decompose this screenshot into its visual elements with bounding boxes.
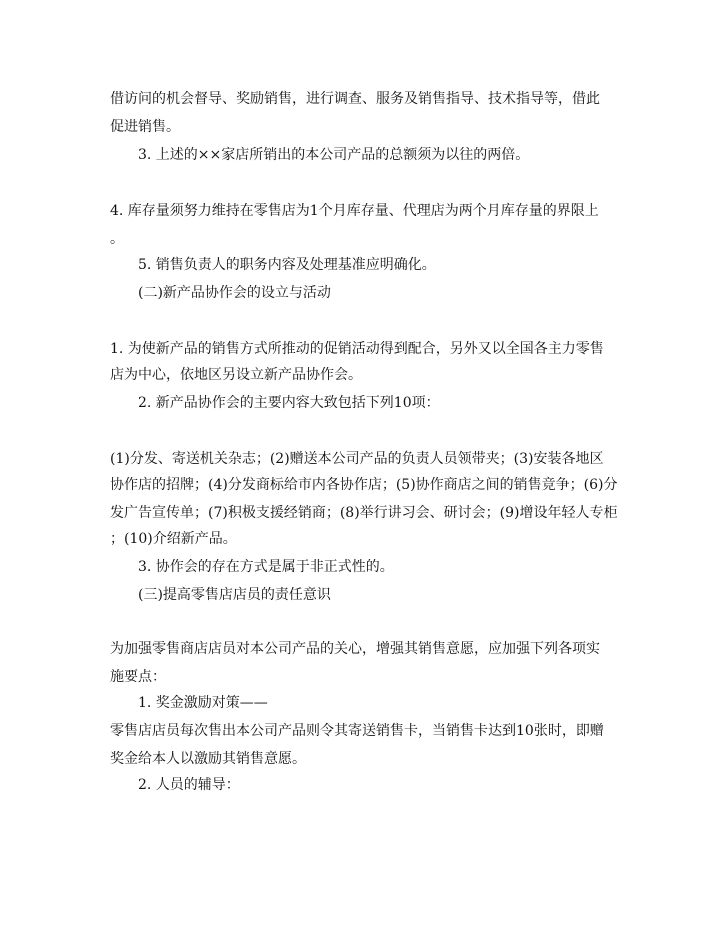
paragraph-line: 零售店店员每次售出本公司产品则令其寄送销售卡，当销售卡达到10张时，即赠 [110, 723, 604, 739]
paragraph-line: 为加强零售商店店员对本公司产品的关心，增强其销售意愿，应加强下列各项实 [110, 641, 600, 657]
paragraph-line: 发广告宣传单；(7)积极支援经销商；(8)举行讲习会、研讨会；(9)增设年轻人专柜 [110, 505, 618, 521]
paragraph-line: 奖金给本人以激励其销售意愿。 [110, 751, 306, 767]
list-item-line: 2. 人员的辅导： [138, 777, 240, 793]
paragraph-line: 借访问的机会督导、奖励销售，进行调查、服务及销售指导、技术指导等，借此 [110, 91, 600, 107]
paragraph-line: ；(10)介绍新产品。 [110, 531, 237, 547]
list-item-line: 3. 协作会的存在方式是属于非正式性的。 [138, 559, 394, 575]
list-item-line: 2. 新产品协作会的主要内容大致包括下列10项： [138, 395, 440, 411]
section-heading: (二)新产品协作会的设立与活动 [138, 285, 331, 301]
list-item-line: 4. 库存量须努力维持在零售店为1个月库存量、代理店为两个月库存量的界限上 [110, 203, 599, 219]
paragraph-line: 。 [110, 231, 124, 247]
list-item-line: 1. 奖金激励对策—— [138, 695, 268, 711]
paragraph-line: 促进销售。 [110, 119, 180, 135]
list-item-line: 5. 销售负责人的职务内容及处理基准应明确化。 [138, 257, 436, 273]
section-heading: (三)提高零售店店员的责任意识 [138, 587, 331, 603]
list-item-line: 3. 上述的××家店所销出的本公司产品的总额须为以往的两倍。 [138, 147, 530, 163]
list-item-line: 1. 为使新产品的销售方式所推动的促销活动得到配合，另外又以全国各主力零售 [110, 341, 604, 357]
paragraph-line: 施要点： [110, 669, 166, 685]
paragraph-line: 协作店的招牌；(4)分发商标给市内各协作店；(5)协作商店之间的销售竞争；(6)分 [110, 477, 618, 493]
paragraph-line: (1)分发、寄送机关杂志；(2)赠送本公司产品的负责人员领带夹；(3)安装各地区 [110, 451, 604, 467]
paragraph-line: 店为中心，依地区另设立新产品协作会。 [110, 367, 362, 383]
